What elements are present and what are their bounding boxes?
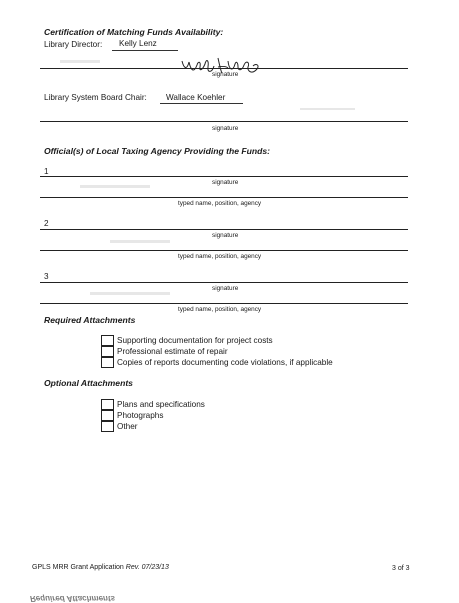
official-3-typed-caption: typed name, position, agency [178, 306, 262, 313]
footer-page-number: 3 of 3 [392, 565, 410, 572]
official-2-signature-caption: signature [212, 232, 239, 239]
scan-speck [300, 108, 355, 110]
official-3-signature-caption: signature [212, 285, 239, 292]
optional-item-label: Other [117, 422, 138, 431]
chair-name-underline [160, 103, 243, 104]
checkbox[interactable] [101, 335, 114, 346]
official-3-typed-line [40, 303, 408, 304]
official-2-signature-line [40, 229, 408, 230]
director-name: Kelly Lenz [119, 39, 157, 48]
required-item-label: Professional estimate of repair [117, 347, 228, 356]
required-item-label: Copies of reports documenting code violations, if applicable [117, 358, 333, 367]
official-2-number: 2 [44, 219, 49, 228]
scan-speck [110, 240, 170, 243]
scan-speck [80, 185, 150, 188]
official-1-signature-line [40, 176, 408, 177]
official-2-typed-caption: typed name, position, agency [178, 253, 262, 260]
footer-form-prefix: GPLS MRR Grant Application [32, 564, 124, 571]
director-signature-line [40, 68, 408, 69]
required-item-label: Supporting documentation for project costs [117, 336, 273, 345]
official-2-typed-line [40, 250, 408, 251]
bleed-through-text: Required Attachments [30, 594, 116, 603]
chair-signature-line [40, 121, 408, 122]
chair-name: Wallace Koehler [166, 93, 226, 102]
official-1-typed-caption: typed name, position, agency [178, 200, 262, 207]
official-3-number: 3 [44, 272, 49, 281]
checkbox[interactable] [101, 357, 114, 368]
required-attachments-heading: Required Attachments [44, 315, 136, 325]
officials-heading: Official(s) of Local Taxing Agency Providing the Funds: [44, 146, 271, 156]
scan-speck [60, 60, 100, 63]
optional-attachments-heading: Optional Attachments [44, 378, 133, 388]
director-label: Library Director: [44, 40, 103, 49]
scan-speck [90, 292, 170, 295]
footer-revision: Rev. 07/23/13 [125, 564, 169, 571]
checkbox[interactable] [101, 410, 114, 421]
certification-heading: Certification of Matching Funds Availability: [44, 27, 224, 37]
official-1-number: 1 [44, 167, 49, 176]
optional-item-label: Plans and specifications [117, 400, 205, 409]
checkbox[interactable] [101, 399, 114, 410]
official-1-typed-line [40, 197, 408, 198]
official-3-signature-line [40, 282, 408, 283]
checkbox[interactable] [101, 421, 114, 432]
checkbox[interactable] [101, 346, 114, 357]
chair-label: Library System Board Chair: [44, 93, 147, 102]
official-1-signature-caption: signature [212, 179, 239, 186]
chair-signature-caption: signature [212, 125, 239, 132]
director-name-underline [112, 50, 178, 51]
director-signature-caption: signature [212, 71, 239, 78]
optional-item-label: Photographs [117, 411, 164, 420]
footer-form-name [32, 564, 169, 571]
